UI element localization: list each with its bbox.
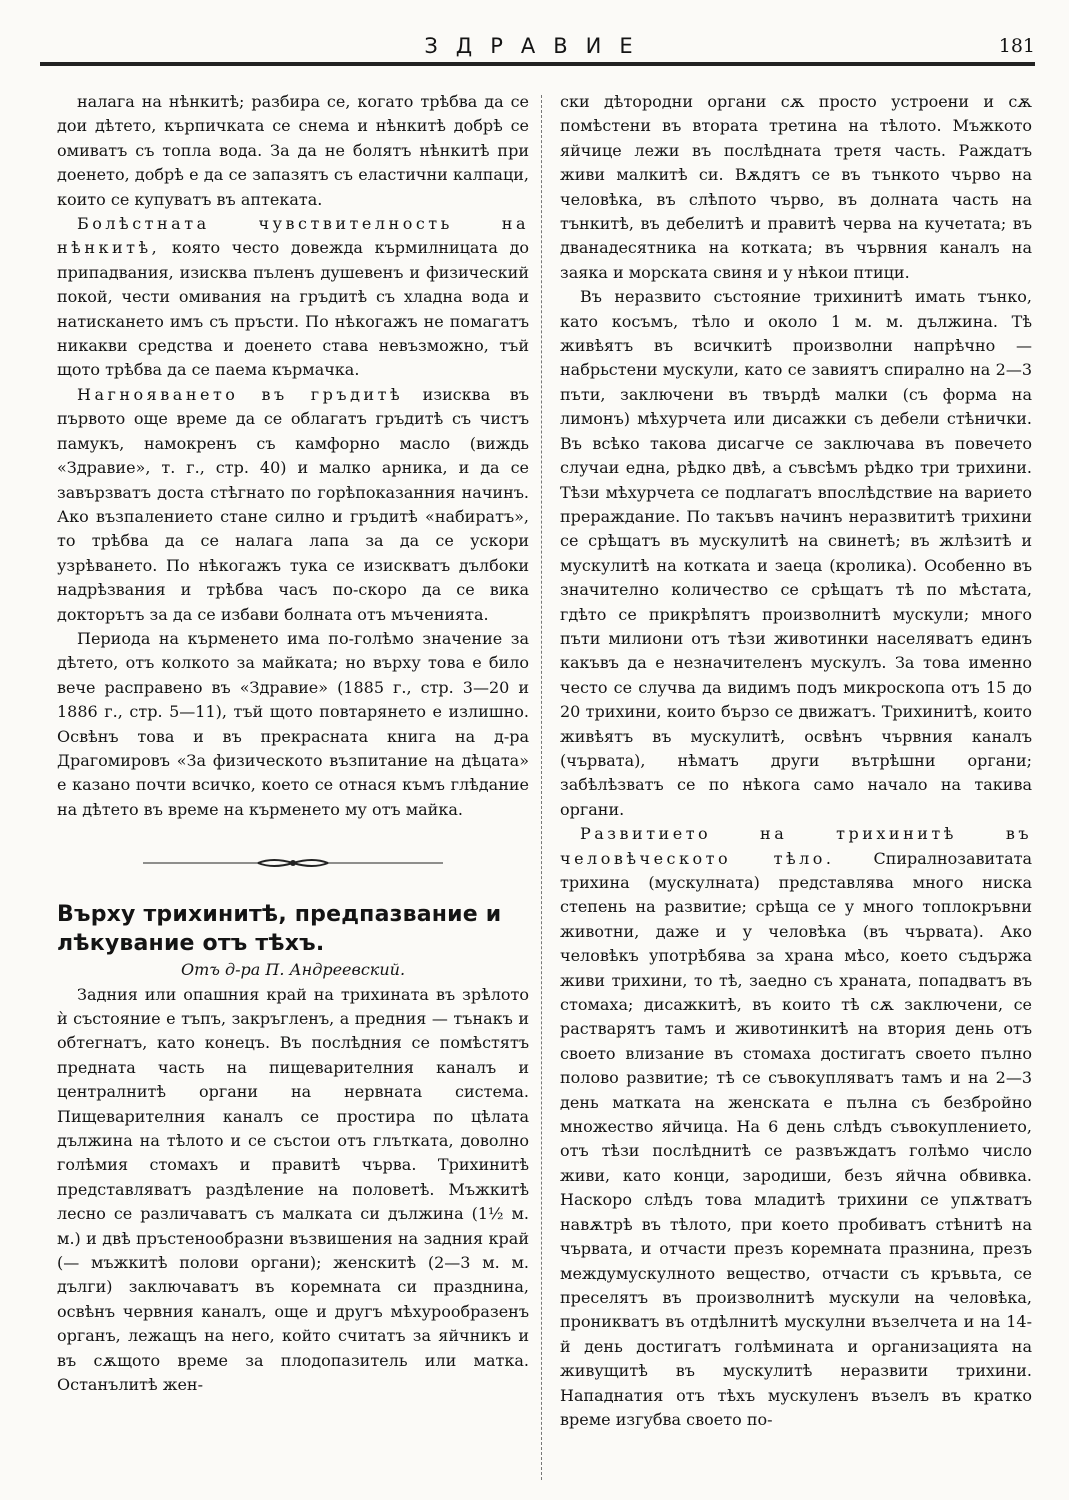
paragraph: Периода на кърменето има по-голѣмо значение за дѣтето, отъ колкото за майката; но върху това е било вече расправено въ «Здравие» (1885 г., стр. 3—20 и 1886 г., стр. 5—11), тъй щото повтарянето е излишно. Освѣнъ това и въ прекрасната книга на д-ра Драгомировъ «За физическото възпитание на дѣцата» е казано почти всичко, което се отнася къмъ глѣдание на дѣтето въ време на кърменето му отъ майка.	[57, 628, 529, 819]
paragraph	[57, 212, 529, 383]
paragraph: налага на нѣнкитѣ; разбира се, когато трѣбва да се дои дѣтето, кърпичката се снема и нѣнкитѣ добрѣ се омиватъ съ топла вода. За да не болятъ нѣнкитѣ при доенето, добрѣ е да се запазятъ съ еластични калпаци, които се купуватъ въ аптеката.	[57, 92, 529, 209]
header-rule	[40, 62, 1035, 66]
spaced-heading: Развитието на трихинитѣ въ человѣческото тѣло.	[560, 824, 1032, 868]
spaced-heading: Болѣстната чувствителность на нѣнкитѣ,	[57, 214, 529, 258]
ornament-divider	[143, 856, 443, 870]
article-title: Върху трихинитѣ, предпазвание и лѣкувание отъ тѣхъ.	[57, 902, 502, 957]
page-header	[40, 30, 1035, 60]
running-title: ЗДРАВИЕ	[424, 34, 651, 58]
paragraph-text: която често довежда кърмилницата до припадвания, изисква пъленъ душевенъ и физический покой, чести омивания на гръдитѣ съ хладна вода и натискането имъ съ пръсти. По нѣкогажъ не помагатъ никакви средства и доенето става невъзможно, тъй щото трѣбва да се паема кърмачка.	[57, 238, 529, 380]
left-column	[57, 90, 529, 1398]
spaced-heading: Нагнояването въ гръдитѣ	[77, 384, 404, 404]
column-divider	[541, 95, 542, 1480]
byline: Отъ д-ра П. Андреевский.	[180, 960, 406, 980]
paragraph: ски дѣтородни органи сѫ просто устроени и сѫ помѣстени въ втората третина на тѣлото. Мъжкото яйчице лежи въ послѣдната третя часть. Раждатъ живи малкитѣ си. Вѫдятъ се въ тънкото чърво на человѣка, въ слѣпото чърво, въ долната часть на тънкитѣ, въ дебелитѣ и правитѣ черва на кучетата; въ дванадесятника на котката; въ чървния каналъ на заяка и морската свиня и у нѣкои птици.	[560, 92, 1032, 282]
paragraph-text: Спиралнозавитата трихина (мускулната) представлява много ниска степень на развитие; срѣща се у много топлокръвни животни, даже и у человѣка (въ чървата). Ако человѣкъ употрѣбява за храна мѣсо, което съдържа живи трихини, то тѣ, заедно съ храната, попадватъ въ стомаха; дисажкитѣ, въ които тѣ сѫ заключени, се растварятъ тамъ и животинкитѣ на втория день отъ своето влизание въ стомаха достигатъ своето пълно полово развитие; тѣ се съвокупляватъ тамъ и на 2—3 день матката на женската е пълна съ безбройно множество яйчица. На 6 день слѣдъ съвокуплението, отъ тѣзи послѣднитѣ се развъждатъ голѣмо число живи, като конци, зародиши, безъ яйчна обвивка. Наскоро слѣдъ това младитѣ трихини се упѫтватъ навѫтрѣ въ тѣлото, при което пробиватъ стѣнитѣ на чървата, и отчасти презъ коремната празнина, презъ междумускулното вещество, отчасти съ кръвьта, се преселятъ въ произволнитѣ мускули на человѣка, проникватъ въ отдѣлнитѣ мускулни възелчета и на 14-й день достигатъ голѣмината и организацията на живущитѣ въ мускулитѣ неразвити трихини. Нападнатия отъ тѣхъ мускуленъ възелъ въ кратко време изгубва своето по-	[560, 848, 1032, 1429]
paragraph	[560, 822, 1032, 1432]
page-number: 181	[998, 35, 1035, 57]
right-column	[560, 90, 1032, 1432]
paragraph-text: изисква въ първото още време да се облагатъ гръдитѣ съ чистъ памукъ, намокренъ съ камфорно масло (виждь «Здравие», т. г., стр. 40) и малко арника, и да се завързватъ доста стѣгнато по горѣпоказанния начинъ. Ако възпалението стане силно и гръдитѣ «набиратъ», то трѣбва да се налага лапа за да се ускори узрѣването. По нѣкогажъ тука се изискватъ дълбоки надрѣзвания и трѣбва часъ по-скоро да се вика докторътъ за да се избави болната отъ мъченията.	[57, 384, 529, 624]
paragraph	[57, 383, 529, 627]
paragraph: Задния или опашния край на трихината въ зрѣлото ѝ състояние е тъпъ, закръгленъ, а предния — тънакъ и обтегнатъ, като конецъ. Въ послѣдния се помѣстятъ предната часть на пищеварителния каналъ и централнитѣ органи на нервната система. Пищеварителния каналъ се простира по цѣлата дължина на тѣлото и се състои отъ глътката, доволно голѣмия стомахъ и правитѣ чърва. Трихинитѣ представляватъ раздѣление на половетѣ. Мъжкитѣ лесно се различаватъ съ малката си дължина (1½ м. м.) и двѣ пръстенообразни възвишения на задния край (— мъжкитѣ полови органи); женскитѣ (2—3 м. м. дълги) заключаватъ въ коремната си празднина, освѣнъ червния каналъ, още и другъ мѣхурообразенъ органъ, лежащъ на него, който считатъ за яйчникъ и въ сѫщото време за плодопазитель или матка. Останълитѣ жен-	[57, 984, 529, 1395]
paragraph: Въ неразвито състояние трихинитѣ имать тънко, като косъмъ, тѣло и около 1 м. м. дължина. Тѣ живѣятъ въ всичкитѣ произволни напрѣчно — набрьстени мускули, като се завиятъ спирално на 2—3 пъти, заключени въ твърдѣ малки (съ форма на лимонъ) мѣхурчета или дисажки съ дебели стѣнички. Въ всѣко такова дисагче се заключава въ повечето случаи една, рѣдко двѣ, а съвсѣмъ рѣдко три трихини. Тѣзи мѣхурчета се подлагатъ впослѣдствие на варието прераждание. По такъвъ начинъ неразвититѣ трихини се срѣщатъ въ мускулитѣ на свинетѣ; въ жлѣзитѣ и мускулитѣ на котката и заеца (кролика). Особенно въ значително количество се срѣщатъ тѣ по мѣстата, гдѣто се прикрѣпятъ произволнитѣ мускули; много пъти милиони отъ тѣзи животинки населяватъ единъ какъвъ да е незначителенъ мускулъ. За това именно често се случва да видимъ подъ микроскопа отъ 15 до 20 трихини, които бързо се движатъ. Трихинитѣ, които живѣятъ въ мускулитѣ, освѣнъ чървния каналъ (чървата), нѣматъ други вътрѣшни органи; забѣлѣзватъ се по нѣкога само начало на такива органи.	[560, 287, 1032, 819]
